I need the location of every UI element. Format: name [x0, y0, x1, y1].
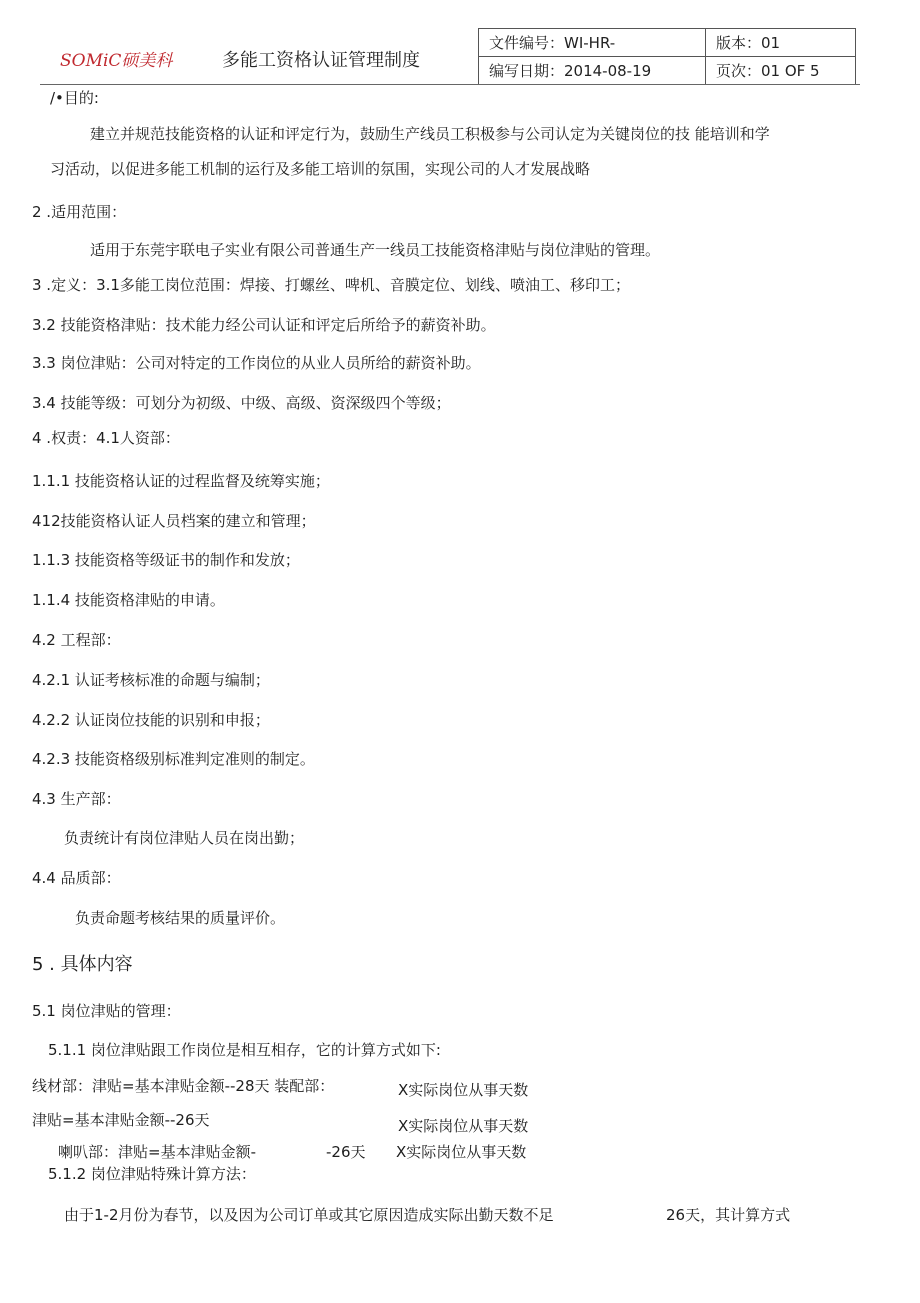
section-3-4: 3.4 技能等级：可划分为初级、中级、高级、资深级四个等级； — [32, 394, 451, 412]
section-1-heading: /•目的: — [50, 89, 99, 107]
section-4-4: 4.4 品质部： — [32, 869, 121, 887]
header-rule — [40, 84, 860, 85]
company-logo: SOMiC硕美科 — [60, 51, 173, 71]
final-line-part-a: 由于1-2月份为春节，以及因为公司订单或其它原因造成实际出勤天数不足 — [64, 1206, 554, 1224]
section-1-line-2: 习活动，以促进多能工机制的运行及多能工培训的氛围，实现公司的人才发展战略 — [50, 160, 591, 178]
section-4-3-text: 负责统计有岗位津贴人员在岗出勤； — [64, 829, 305, 847]
version-cell: 版本：01 — [706, 29, 856, 57]
calc-line-3-mid: -26天 — [326, 1143, 366, 1161]
section-4-2-1: 4.2.1 认证考核标准的命题与编制； — [32, 671, 270, 689]
section-5-1-2: 5.1.2 岗位津贴特殊计算方法： — [48, 1165, 256, 1183]
document-title: 多能工资格认证管理制度 — [222, 50, 420, 71]
date-cell: 编写日期：2014-08-19 — [479, 57, 706, 85]
calc-line-1-right: X实际岗位从事天数 — [398, 1081, 529, 1099]
section-5-heading: 5 . 具体内容 — [32, 954, 133, 975]
calc-line-2-left: 津贴=基本津贴金额--26天 — [32, 1111, 210, 1129]
section-2-text: 适用于东莞宇联电子实业有限公司普通生产一线员工技能资格津贴与岗位津贴的管理。 — [90, 241, 661, 259]
final-line-part-b: 26天，其计算方式 — [666, 1206, 791, 1224]
section-2-heading: 2 .适用范围： — [32, 203, 127, 221]
section-3-2: 3.2 技能资格津贴：技术能力经公司认证和评定后所给予的薪资补助。 — [32, 316, 496, 334]
section-4-heading: 4 .权责：4.1人资部： — [32, 429, 180, 447]
section-4-2-3: 4.2.3 技能资格级别标准判定准则的制定。 — [32, 750, 315, 768]
section-3-1: 3 .定义：3.1多能工岗位范围：焊接、打螺丝、啤机、音膜定位、划线、喷油工、移印工； — [32, 276, 630, 294]
section-4-3: 4.3 生产部： — [32, 790, 121, 808]
section-4-4-text: 负责命题考核结果的质量评价。 — [75, 909, 286, 927]
doc-number-cell: 文件编号：WI-HR- — [479, 29, 706, 57]
page-cell: 页次：01 OF 5 — [706, 57, 856, 85]
section-4-1-2: 412技能资格认证人员档案的建立和管理； — [32, 512, 316, 530]
section-5-1-1: 5.1.1 岗位津贴跟工作岗位是相互相存，它的计算方式如下: — [48, 1041, 441, 1059]
section-4-2: 4.2 工程部： — [32, 631, 121, 649]
calc-line-1-left: 线材部：津贴=基本津贴金额--28天 装配部： — [32, 1077, 335, 1095]
section-4-2-2: 4.2.2 认证岗位技能的识别和申报； — [32, 711, 270, 729]
section-4-1-3: 1.1.3 技能资格等级证书的制作和发放； — [32, 551, 300, 569]
calc-line-3-left: 喇叭部：津贴=基本津贴金额- — [58, 1143, 256, 1161]
section-4-1-1: 1.1.1 技能资格认证的过程监督及统筹实施； — [32, 472, 330, 490]
section-5-1: 5.1 岗位津贴的管理： — [32, 1002, 181, 1020]
calc-line-3-right: X实际岗位从事天数 — [396, 1143, 527, 1161]
section-3-3: 3.3 岗位津贴：公司对特定的工作岗位的从业人员所给的薪资补助。 — [32, 354, 481, 372]
section-1-line-1: 建立并规范技能资格的认证和评定行为，鼓励生产线员工积极参与公司认定为关键岗位的技 能培训和学 — [90, 125, 770, 143]
document-header-table — [478, 28, 856, 85]
section-4-1-4: 1.1.4 技能资格津贴的申请。 — [32, 591, 225, 609]
calc-line-2-right: X实际岗位从事天数 — [398, 1117, 529, 1135]
